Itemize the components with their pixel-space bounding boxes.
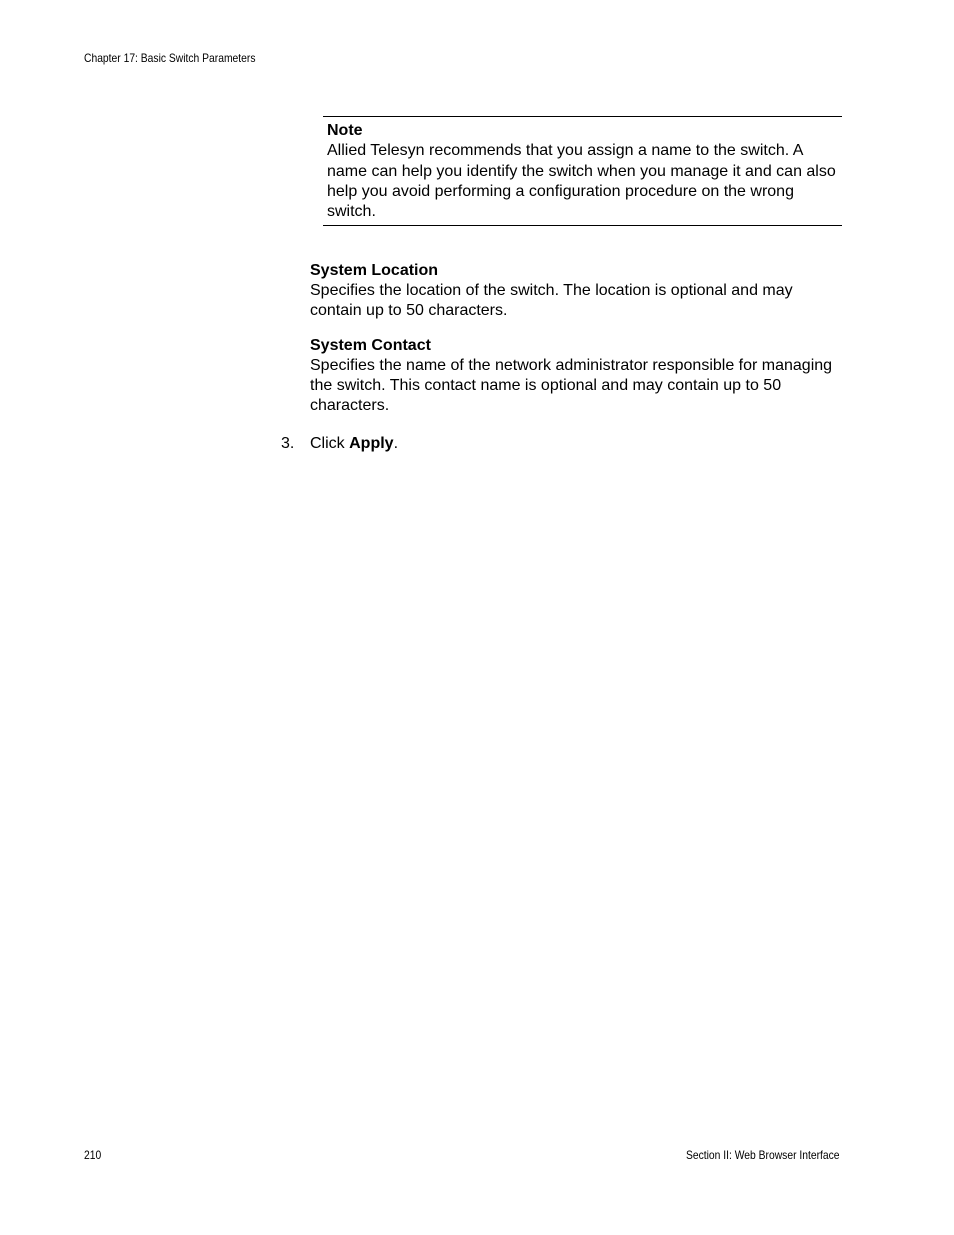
step-suffix: . — [393, 435, 399, 452]
note-box — [323, 116, 842, 226]
definition-system-contact — [310, 336, 842, 416]
definition-term: System Location — [310, 262, 439, 279]
step-text: Click — [310, 435, 350, 452]
step-number: 3. — [281, 435, 295, 452]
step-emphasis: Apply — [349, 435, 394, 452]
definition-description: Specifies the name of the network administrator responsible for managing the switch. This contact name is optional and may contain up to 50 characters. — [310, 357, 833, 414]
definition-description: Specifies the location of the switch. The location is optional and may contain up to 50 characters. — [310, 282, 793, 319]
page-number: 210 — [84, 1148, 102, 1162]
footer-section: Section II: Web Browser Interface — [686, 1148, 840, 1162]
definition-term: System Contact — [310, 337, 431, 354]
procedure-step — [281, 434, 398, 454]
running-head: Chapter 17: Basic Switch Parameters — [84, 51, 256, 65]
note-title: Note — [327, 122, 363, 139]
note-body: Allied Telesyn recommends that you assign a name to the switch. A name can help you identify the switch when you manage it and can also help you avoid performing a configuration procedure on the wrong switch. — [327, 142, 836, 221]
definition-system-location — [310, 261, 842, 321]
